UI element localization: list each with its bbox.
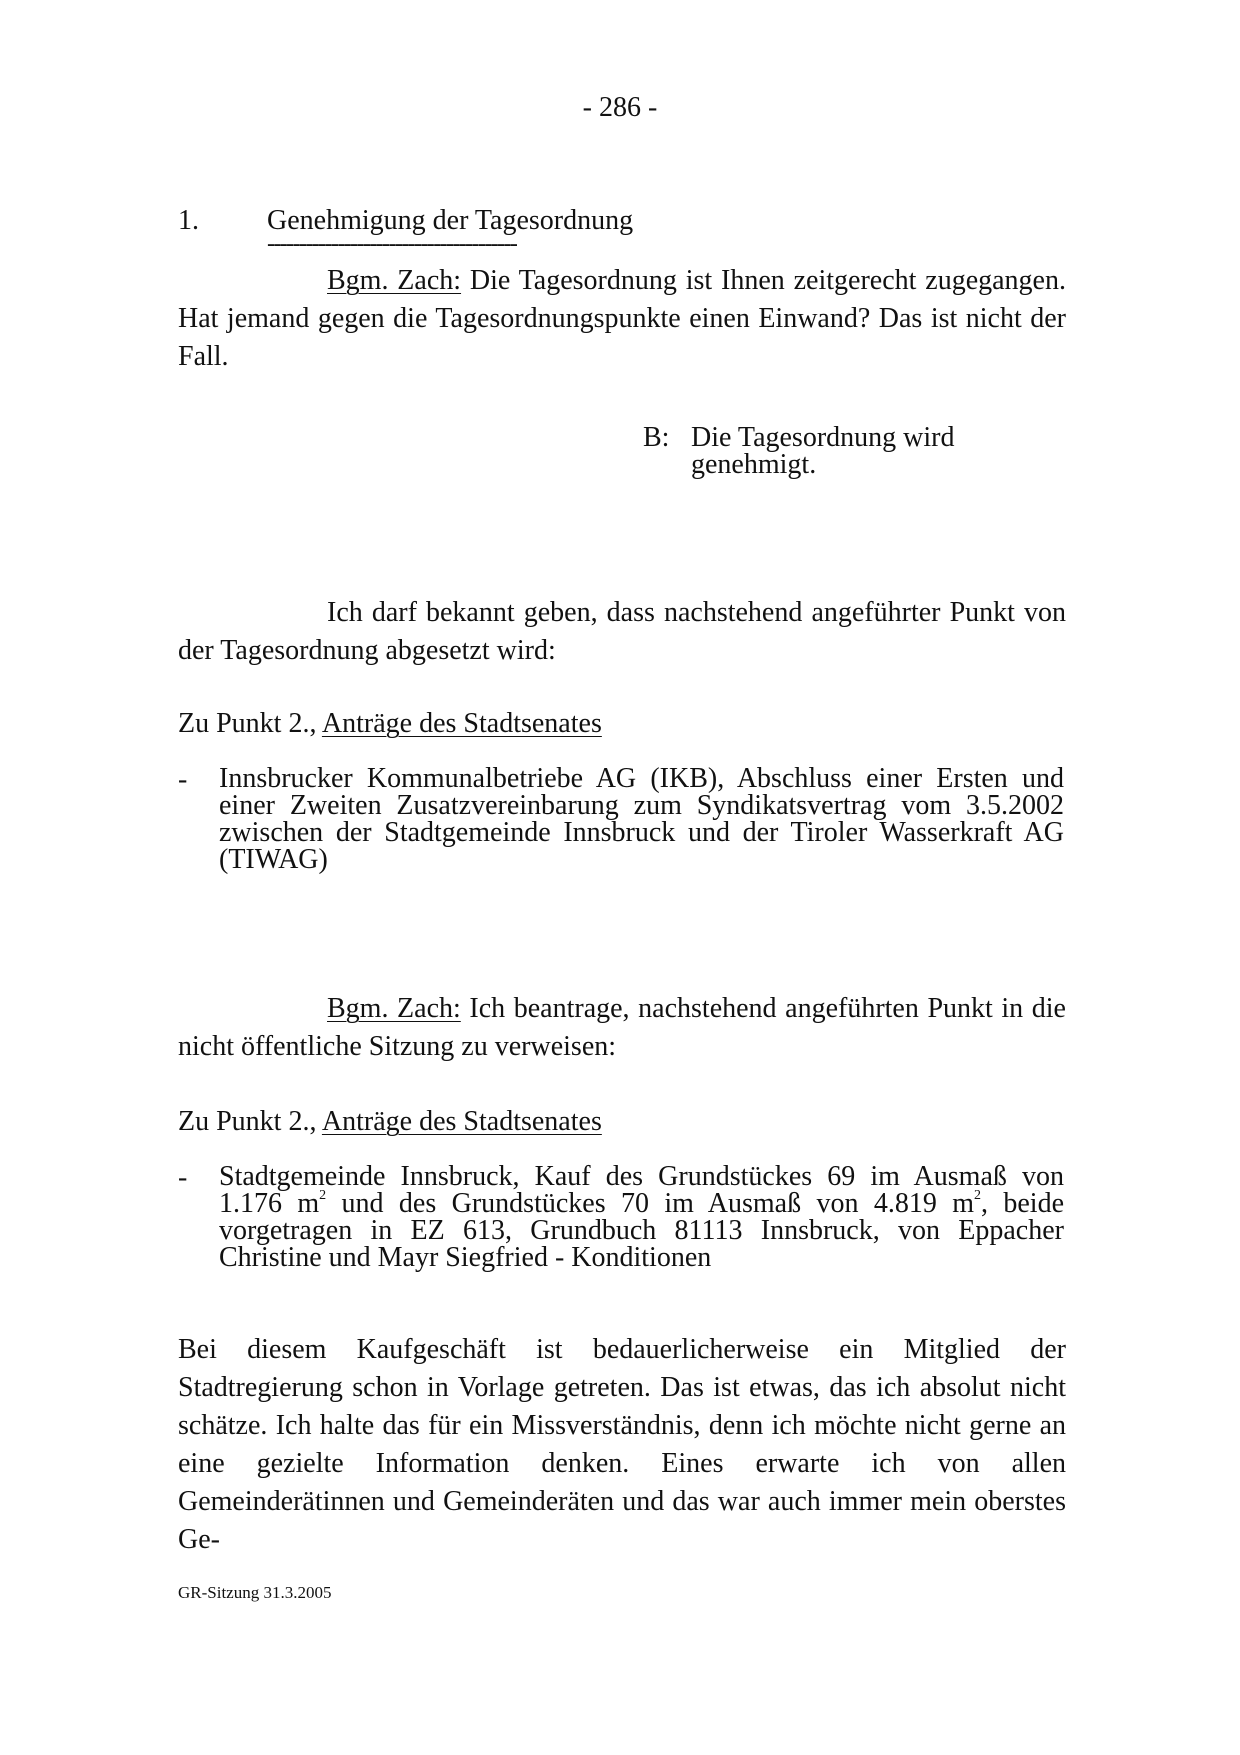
point-title: Anträge des Stadtsenates: [321, 1106, 602, 1137]
speech-text: Ich beantrage, nachstehend angeführten Punkt in die nicht öffentliche Sitzung zu verweisen:: [178, 993, 1066, 1062]
speaker-label: Bgm. Zach:: [327, 993, 461, 1024]
item-text-part: , beide vorgetragen in EZ 613, Grundbuch 81113 Innsbruck, von Eppacher Christine und Mayr Siegfried - Konditionen: [219, 1188, 1065, 1273]
bullet: -: [178, 764, 188, 795]
item-text: Innsbrucker Kommunalbetriebe AG (IKB), Abschluss einer Ersten und einer Zweiten Zusatzvereinbarung zum Syndikatsvertrag vom 3.5.2002 zwischen der Stadtgemeinde Innsbruck und der Tiroler Wasserkraft AG (TIWAG): [219, 763, 1064, 875]
point-prefix: Zu Punkt 2.,: [178, 708, 322, 739]
point-reference-1: [178, 705, 602, 743]
section-rule: ---------------------------------------: [267, 231, 517, 257]
item-text-part: und des Grundstückes 70 im Ausmaß von 4.819 m: [326, 1188, 974, 1219]
decision-label: B:: [643, 422, 670, 453]
speech-1: [178, 262, 1066, 376]
bullet: -: [178, 1162, 188, 1193]
decision-text: Die Tagesordnung wird genehmigt.: [691, 422, 955, 480]
superscript: 2: [974, 1188, 981, 1203]
superscript: 2: [319, 1188, 327, 1203]
point-title: Anträge des Stadtsenates: [321, 708, 602, 739]
speech-2: [178, 990, 1066, 1066]
announcement-paragraph: Ich darf bekannt geben, dass nachstehend angeführter Punkt von der Tagesordnung abgesetzt wird:: [178, 597, 1066, 666]
section-number: 1.: [178, 205, 199, 236]
point-reference-2: [178, 1103, 602, 1141]
speaker-label: Bgm. Zach:: [327, 265, 462, 296]
item-text-part: Stadtgemeinde Innsbruck, Kauf des Grundstückes 69 im Ausmaß von 1.176 m: [219, 1161, 1064, 1219]
page-number: - 286 -: [582, 92, 658, 123]
item-text: [219, 1163, 1064, 1271]
section-title: Genehmigung der Tagesordnung: [267, 205, 634, 236]
speech-text: Die Tagesordnung ist Ihnen zeitgerecht zugegangen. Hat jemand gegen die Tagesordnungspunkte einen Einwand? Das ist nicht der Fall.: [178, 265, 1066, 372]
point-prefix: Zu Punkt 2.,: [178, 1106, 322, 1137]
footer: GR-Sitzung 31.3.2005: [178, 1583, 332, 1602]
closing-paragraph: Bei diesem Kaufgeschäft ist bedauerlicherweise ein Mitglied der Stadtregierung schon in Vorlage getreten. Das ist etwas, das ich absolut nicht schätze. Ich halte das für ein Missverständnis, denn ich möchte nicht gerne an eine gezielte Information denken. Eines erwarte ich von allen Gemeinderätinnen und Gemeinderäten und das war auch immer mein oberstes Ge-: [178, 1334, 1066, 1555]
